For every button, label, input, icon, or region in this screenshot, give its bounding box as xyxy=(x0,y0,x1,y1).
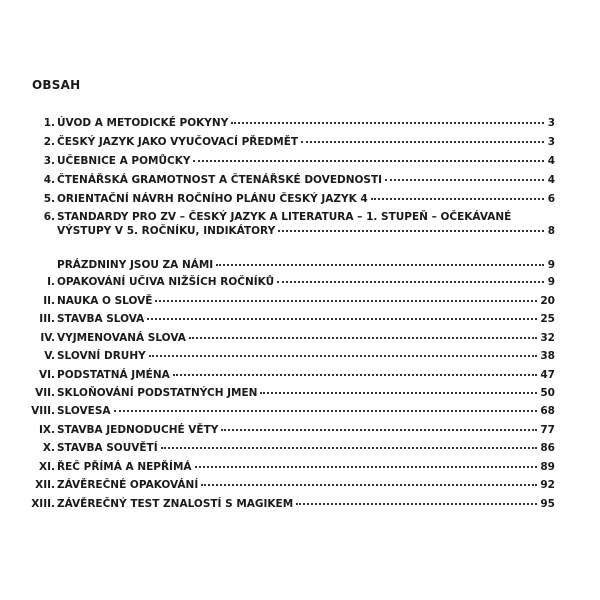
toc-entry[interactable] xyxy=(0,385,600,401)
entry-title: SLOVNÍ DRUHY xyxy=(57,350,146,362)
entry-number: 2. xyxy=(43,136,55,148)
dot-leader xyxy=(371,197,544,200)
dot-leader xyxy=(278,229,544,232)
entry-title: SLOVESA xyxy=(57,405,111,417)
dot-leader xyxy=(147,317,537,320)
dot-leader xyxy=(216,263,544,266)
entry-title: STAVBA SOUVĚTÍ xyxy=(57,442,158,454)
entry-number: VII. xyxy=(35,387,55,399)
entry-number: 4. xyxy=(43,174,55,186)
toc-entry[interactable] xyxy=(0,422,600,438)
dot-leader xyxy=(277,280,544,283)
dot-leader xyxy=(231,121,544,124)
entry-number: X. xyxy=(42,442,55,454)
entry-page: 20 xyxy=(540,295,555,307)
entry-title: ZÁVĚREČNÝ TEST ZNALOSTÍ S MAGIKEM xyxy=(57,498,294,510)
entry-number: I. xyxy=(47,276,55,288)
entry-title: ZÁVĚREČNÉ OPAKOVÁNÍ xyxy=(57,479,199,491)
toc-entry[interactable] xyxy=(0,257,600,273)
entry-number: XII. xyxy=(35,479,55,491)
entry-page: 32 xyxy=(540,332,555,344)
dot-leader xyxy=(385,178,544,181)
dot-leader xyxy=(189,336,538,339)
entry-page: 4 xyxy=(547,155,555,167)
toc-entry[interactable] xyxy=(0,496,600,512)
toc-entry[interactable] xyxy=(0,367,600,383)
entry-title: STAVBA SLOVA xyxy=(57,313,145,325)
entry-number: II. xyxy=(43,295,55,307)
entry-number: XIII. xyxy=(31,498,55,510)
entry-title: UČEBNICE A POMŮCKY xyxy=(57,155,191,167)
entry-page: 3 xyxy=(547,136,555,148)
entry-title: ČTENÁŘSKÁ GRAMOTNOST A ČTENÁŘSKÉ DOVEDNOSTI xyxy=(57,174,383,186)
entry-page: 89 xyxy=(540,461,555,473)
entry-title: ŘEČ PŘÍMÁ A NEPŘÍMÁ xyxy=(57,461,192,473)
entry-title: NAUKA O SLOVĚ xyxy=(57,295,153,307)
entry-page: 4 xyxy=(547,174,555,186)
entry-page: 50 xyxy=(540,387,555,399)
entry-title: OPAKOVÁNÍ UČIVA NIŽŠÍCH ROČNÍKŮ xyxy=(57,276,275,288)
entry-number: 6. xyxy=(43,211,55,223)
entry-title: STAVBA JEDNODUCHÉ VĚTY xyxy=(57,424,219,436)
entry-page: 77 xyxy=(540,424,555,436)
entry-number: V. xyxy=(44,350,55,362)
toc-entry[interactable] xyxy=(0,209,600,239)
toc-entry[interactable] xyxy=(0,348,600,364)
entry-title: SKLOŇOVÁNÍ PODSTATNÝCH JMEN xyxy=(57,387,258,399)
toc-entry[interactable] xyxy=(0,134,600,150)
entry-number: IX. xyxy=(39,424,55,436)
entry-title: ORIENTAČNÍ NÁVRH ROČNÍHO PLÁNU ČESKÝ JAZYK 4 xyxy=(57,193,368,205)
entry-page: 6 xyxy=(547,193,555,205)
entry-page: 68 xyxy=(540,405,555,417)
dot-leader xyxy=(193,159,544,162)
dot-leader xyxy=(301,140,544,143)
entry-title: ÚVOD A METODICKÉ POKYNY xyxy=(57,117,229,129)
toc-entry[interactable] xyxy=(0,172,600,188)
toc-entry[interactable] xyxy=(0,459,600,475)
dot-leader xyxy=(161,446,538,449)
dot-leader xyxy=(260,391,537,394)
entry-page: 47 xyxy=(540,369,555,381)
dot-leader xyxy=(221,428,537,431)
toc-entry[interactable] xyxy=(0,153,600,169)
entry-title-line1: STANDARDY PRO ZV – ČESKÝ JAZYK A LITERATURA – 1. STUPEŇ – OČEKÁVANÉ xyxy=(57,211,512,223)
toc-entry[interactable] xyxy=(0,274,600,290)
toc-entry[interactable] xyxy=(0,311,600,327)
entry-number: VI. xyxy=(38,369,55,381)
toc-entry[interactable] xyxy=(0,403,600,419)
entry-title: PODSTATNÁ JMÉNA xyxy=(57,369,170,381)
entry-number: IV. xyxy=(40,332,55,344)
page-title: OBSAH xyxy=(32,78,81,92)
dot-leader xyxy=(149,354,538,357)
dot-leader xyxy=(201,483,537,486)
entry-page: 9 xyxy=(547,276,555,288)
entry-page: 9 xyxy=(547,259,555,271)
entry-title: ČESKÝ JAZYK JAKO VYUČOVACÍ PŘEDMĚT xyxy=(57,136,299,148)
entry-page: 92 xyxy=(540,479,555,491)
entry-page: 25 xyxy=(540,313,555,325)
entry-number: XI. xyxy=(39,461,55,473)
dot-leader xyxy=(195,465,538,468)
entry-number: 3. xyxy=(43,155,55,167)
dot-leader xyxy=(114,409,538,412)
entry-page: 95 xyxy=(540,498,555,510)
entry-title: PRÁZDNINY JSOU ZA NÁMI xyxy=(57,259,214,271)
toc-entry[interactable] xyxy=(0,293,600,309)
entry-number: 1. xyxy=(43,117,55,129)
toc-entry[interactable] xyxy=(0,115,600,131)
entry-page: 38 xyxy=(540,350,555,362)
entry-number: VIII. xyxy=(31,405,55,417)
entry-page: 86 xyxy=(540,442,555,454)
entry-page: 3 xyxy=(547,117,555,129)
dot-leader xyxy=(155,299,537,302)
toc-entry[interactable] xyxy=(0,477,600,493)
toc-entry[interactable] xyxy=(0,440,600,456)
entry-number: III. xyxy=(39,313,55,325)
entry-number: 5. xyxy=(43,193,55,205)
entry-title-line2: VÝSTUPY V 5. ROČNÍKU, INDIKÁTORY xyxy=(57,225,276,237)
entry-page: 8 xyxy=(547,225,555,237)
dot-leader xyxy=(296,502,537,505)
dot-leader xyxy=(173,373,538,376)
entry-title: VYJMENOVANÁ SLOVA xyxy=(57,332,186,344)
toc-entry[interactable] xyxy=(0,191,600,207)
toc-entry[interactable] xyxy=(0,330,600,346)
